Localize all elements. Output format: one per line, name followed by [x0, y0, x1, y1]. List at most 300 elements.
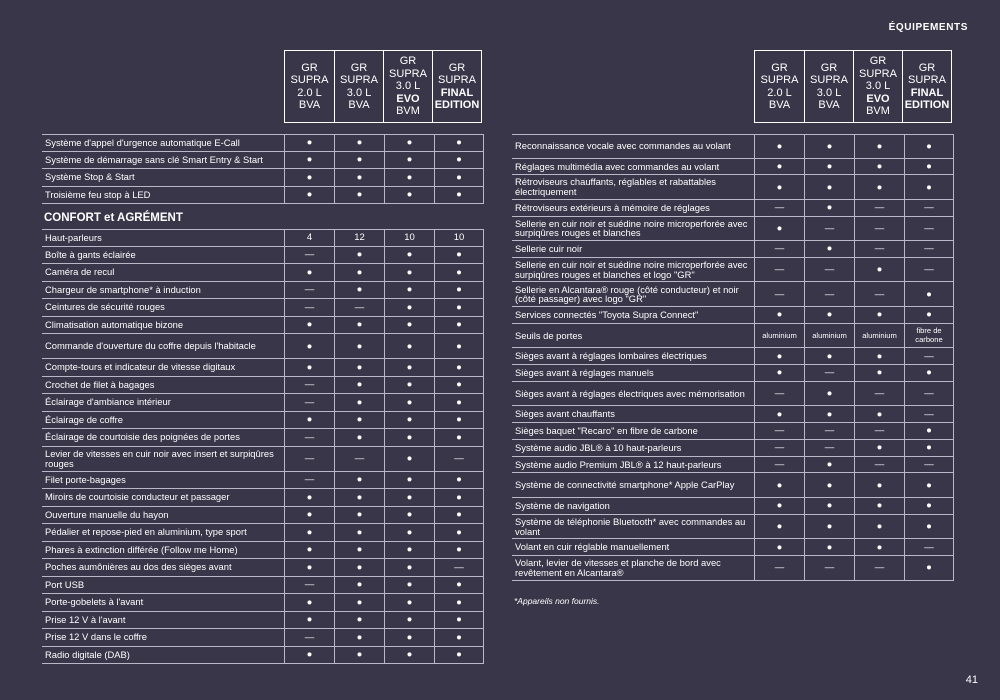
row-value: ● [334, 629, 384, 646]
row-label: Phares à extinction différée (Follow me Home) [45, 543, 238, 555]
row-label: Système de téléphonie Bluetooth* avec commandes au volant [515, 515, 746, 537]
row-value: ● [384, 359, 434, 376]
row-value: ● [334, 169, 384, 186]
row-label: Miroirs de courtoisie conducteur et passager [45, 491, 230, 503]
row-label: Caméra de recul [45, 266, 115, 278]
row-value: ● [754, 539, 804, 555]
row-value: — [754, 241, 804, 257]
table-row [512, 556, 954, 581]
header-line: 3.0 L [395, 80, 421, 93]
row-value: ● [804, 457, 854, 473]
row-value: ● [754, 473, 804, 497]
row-value: — [754, 282, 804, 306]
row-value: 4 [284, 230, 334, 246]
row-value: ● [854, 539, 904, 555]
row-value: ● [854, 307, 904, 323]
row-value: — [284, 429, 334, 446]
row-value: ● [434, 187, 484, 204]
row-value: ● [334, 472, 384, 489]
row-value: — [854, 217, 904, 241]
row-value: ● [384, 377, 434, 394]
row-value: ● [854, 365, 904, 381]
header-column [902, 51, 951, 122]
header-line: SUPRA [908, 74, 946, 87]
row-value: — [804, 440, 854, 456]
row-value: ● [334, 524, 384, 541]
row-label: Ceintures de sécurité rouges [45, 301, 165, 313]
header-line: BVA [818, 98, 840, 111]
row-label: Reconnaissance vocale avec commandes au volant [515, 140, 731, 152]
table-row [512, 515, 954, 540]
table-row [42, 152, 484, 170]
table-row [512, 241, 954, 258]
row-value: ● [334, 542, 384, 559]
header-line: 2.0 L [767, 86, 792, 99]
table-row [42, 229, 484, 247]
row-value: ● [804, 515, 854, 539]
row-value: ● [434, 594, 484, 611]
row-value: ● [804, 241, 854, 257]
row-value: ● [334, 377, 384, 394]
row-value: ● [754, 365, 804, 381]
row-value: ● [284, 559, 334, 576]
row-value: — [804, 365, 854, 381]
header-line: GR [350, 61, 368, 74]
header-line: 3.0 L [346, 86, 372, 99]
row-value: — [334, 447, 384, 471]
row-value: ● [754, 159, 804, 175]
row-value: — [904, 258, 954, 282]
row-value: — [854, 423, 904, 439]
row-value: ● [754, 307, 804, 323]
row-value: ● [854, 440, 904, 456]
row-label: Commande d'ouverture du coffre depuis l'habitacle [45, 340, 256, 352]
row-value: ● [384, 559, 434, 576]
row-value: — [754, 200, 804, 216]
row-label: Volant, levier de vitesses et planche de bord avec revêtement en Alcantara® [515, 557, 721, 578]
row-label: Système d'appel d'urgence automatique E-Call [45, 136, 240, 148]
header-column [804, 51, 853, 122]
row-label: Chargeur de smartphone* à induction [45, 283, 201, 295]
row-value: ● [334, 317, 384, 334]
row-value: ● [804, 498, 854, 514]
row-value: aluminium [804, 324, 854, 348]
row-value: ● [434, 507, 484, 524]
column-header [284, 50, 482, 123]
row-value: aluminium [754, 324, 804, 348]
row-value: — [854, 200, 904, 216]
row-value: — [854, 282, 904, 306]
row-value: ● [804, 159, 854, 175]
table-row [512, 457, 954, 474]
table-row [42, 377, 484, 395]
row-value: ● [334, 282, 384, 299]
table-row [42, 472, 484, 490]
table-row [42, 647, 484, 665]
row-value: — [284, 247, 334, 264]
row-value: ● [384, 299, 434, 316]
row-value: — [904, 348, 954, 364]
table-row [512, 365, 954, 382]
row-label: Sellerie en cuir noir et suédine noire microperforée avec surpiqûres rouges et blanches et logo "GR" [515, 259, 748, 280]
row-value: — [904, 539, 954, 555]
row-label: Éclairage de courtoisie des poignées de portes [45, 431, 240, 443]
table-row [42, 524, 484, 542]
row-value: ● [334, 359, 384, 376]
row-label: Seuils de portes [515, 329, 583, 341]
table-row [42, 247, 484, 265]
row-value: ● [384, 612, 434, 629]
table-row [42, 489, 484, 507]
row-value: ● [754, 406, 804, 422]
row-value: — [284, 282, 334, 299]
row-label: Éclairage de coffre [45, 413, 123, 425]
table-row [42, 447, 484, 472]
row-value: — [434, 559, 484, 576]
header-line: BVA [298, 98, 321, 111]
row-label: Radio digitale (DAB) [45, 648, 130, 660]
header-line: SUPRA [290, 74, 329, 87]
row-label: Système de démarrage sans clé Smart Entry & Start [45, 153, 263, 165]
table-row [42, 299, 484, 317]
row-value: ● [804, 307, 854, 323]
row-value: ● [384, 472, 434, 489]
row-value: ● [334, 264, 384, 281]
row-value: ● [804, 175, 854, 199]
header-line: GR [301, 61, 318, 74]
row-value: — [854, 556, 904, 580]
row-value: ● [804, 348, 854, 364]
row-label: Sièges avant chauffants [515, 408, 615, 420]
row-value: — [754, 556, 804, 580]
header-line: BVM [396, 105, 420, 118]
row-value: ● [284, 594, 334, 611]
table-row [42, 264, 484, 282]
row-value: ● [754, 348, 804, 364]
row-value: ● [904, 135, 954, 158]
table-row [42, 282, 484, 300]
row-value: ● [284, 264, 334, 281]
row-value: ● [284, 334, 334, 358]
row-value: ● [334, 612, 384, 629]
header-line: SUPRA [438, 74, 476, 87]
table-row [42, 412, 484, 430]
table-row [512, 307, 954, 324]
row-value: — [854, 241, 904, 257]
row-label: Sellerie cuir noir [515, 243, 583, 255]
row-label: Sellerie en cuir noir et suédine noire microperforée avec surpiqûres rouges et blanches [515, 217, 748, 239]
header-line: GR [771, 61, 788, 74]
row-value: ● [434, 577, 484, 594]
row-value: ● [284, 135, 334, 151]
row-label: Système de connectivité smartphone* Apple CarPlay [515, 479, 735, 491]
row-value: — [804, 556, 854, 580]
row-value: ● [384, 447, 434, 471]
row-label: Sièges baquet "Recaro" en fibre de carbone [515, 425, 698, 437]
row-value: — [804, 423, 854, 439]
row-value: ● [434, 317, 484, 334]
header-line: BVM [866, 105, 890, 118]
row-value: ● [384, 429, 434, 446]
row-value: ● [904, 159, 954, 175]
row-value: — [904, 406, 954, 422]
row-label: Rétroviseurs extérieurs à mémoire de réglages [515, 201, 710, 213]
row-value: — [284, 629, 334, 646]
row-value: ● [334, 334, 384, 358]
row-label: Port USB [45, 578, 85, 590]
row-label: Système audio JBL® à 10 haut-parleurs [515, 441, 682, 453]
row-value: ● [804, 473, 854, 497]
header-line: SUPRA [810, 74, 848, 87]
header-line: 3.0 L [865, 80, 891, 93]
header-line: EVO [396, 92, 420, 105]
row-value: — [754, 258, 804, 282]
header-column [755, 51, 804, 122]
row-value: ● [384, 629, 434, 646]
row-value: ● [334, 489, 384, 506]
row-value: — [854, 457, 904, 473]
row-value: ● [804, 200, 854, 216]
row-value: ● [434, 135, 484, 151]
row-value: — [754, 423, 804, 439]
row-value: — [904, 200, 954, 216]
row-value: ● [384, 507, 434, 524]
row-value: fibre de carbone [904, 324, 954, 348]
header-line: EDITION [904, 98, 950, 111]
row-value: ● [284, 359, 334, 376]
row-value: aluminium [854, 324, 904, 348]
safety-table [42, 134, 484, 204]
row-value: ● [284, 187, 334, 204]
table-row [42, 187, 484, 205]
header-line: 3.0 L [816, 86, 842, 99]
row-value: — [284, 394, 334, 411]
table-row [42, 429, 484, 447]
row-label: Climatisation automatique bizone [45, 318, 184, 330]
row-value: ● [854, 258, 904, 282]
row-value: ● [384, 542, 434, 559]
row-value: ● [434, 612, 484, 629]
row-value: ● [854, 175, 904, 199]
page-number: 41 [965, 674, 978, 686]
row-value: ● [334, 412, 384, 429]
row-value: — [904, 217, 954, 241]
header-line: GR [399, 55, 417, 68]
table-row [42, 577, 484, 595]
row-value: ● [384, 594, 434, 611]
row-value: — [804, 282, 854, 306]
row-value: — [284, 472, 334, 489]
row-value: ● [384, 135, 434, 151]
header-line: 2.0 L [297, 86, 322, 99]
row-value: ● [434, 282, 484, 299]
row-value: ● [284, 169, 334, 186]
row-value: ● [904, 307, 954, 323]
row-value: — [804, 258, 854, 282]
column-header [754, 50, 952, 123]
header-line: GR [448, 61, 466, 74]
row-value: ● [334, 594, 384, 611]
header-line: FINAL [440, 86, 474, 99]
row-label: Sièges avant à réglages électriques avec mémorisation [515, 387, 745, 399]
row-value: ● [854, 498, 904, 514]
table-row [42, 359, 484, 377]
table-row [512, 440, 954, 457]
comfort-table [42, 229, 484, 664]
row-value: ● [384, 412, 434, 429]
row-value: — [804, 217, 854, 241]
table-row [512, 348, 954, 365]
row-value: ● [384, 264, 434, 281]
table-row [512, 498, 954, 515]
row-value: ● [434, 264, 484, 281]
row-value: ● [284, 489, 334, 506]
row-value: 10 [434, 230, 484, 246]
row-value: — [754, 457, 804, 473]
row-value: ● [334, 394, 384, 411]
row-value: — [854, 382, 904, 406]
header-line: SUPRA [340, 74, 378, 87]
row-value: ● [434, 629, 484, 646]
row-value: ● [804, 135, 854, 158]
row-label: Système de navigation [515, 500, 610, 512]
row-value: ● [334, 135, 384, 151]
row-value: ● [334, 559, 384, 576]
table-row [42, 507, 484, 525]
row-value: ● [384, 152, 434, 169]
row-value: ● [384, 577, 434, 594]
row-value: ● [384, 247, 434, 264]
row-value: ● [854, 159, 904, 175]
row-label: Boîte à gants éclairée [45, 248, 136, 260]
row-label: Sièges avant à réglages lombaires électriques [515, 350, 707, 362]
table-row [42, 629, 484, 647]
table-row [42, 559, 484, 577]
row-value: ● [284, 542, 334, 559]
row-value: — [904, 382, 954, 406]
table-row [512, 423, 954, 440]
table-row [512, 200, 954, 217]
table-row [42, 317, 484, 335]
row-value: ● [754, 217, 804, 241]
row-value: ● [334, 152, 384, 169]
table-row [512, 324, 954, 349]
row-value: 10 [384, 230, 434, 246]
row-value: ● [754, 175, 804, 199]
row-label: Compte-tours et indicateur de vitesse digitaux [45, 361, 236, 373]
row-label: Services connectés "Toyota Supra Connect" [515, 308, 699, 320]
table-row [42, 612, 484, 630]
row-value: — [904, 241, 954, 257]
row-value: ● [434, 489, 484, 506]
row-value: ● [434, 412, 484, 429]
row-value: ● [334, 647, 384, 664]
row-value: ● [854, 348, 904, 364]
header-column [432, 51, 481, 122]
row-value: ● [384, 394, 434, 411]
row-label: Pédalier et repose-pied en aluminium, type sport [45, 526, 247, 538]
table-row [512, 175, 954, 200]
row-value: — [904, 457, 954, 473]
header-line: BVA [768, 98, 791, 111]
header-line: GR [918, 61, 936, 74]
row-value: — [284, 299, 334, 316]
row-label: Sellerie en Alcantara® rouge (côté conducteur) et noir (côté passager) avec logo "GR" [515, 283, 739, 305]
row-value: ● [384, 317, 434, 334]
row-value: ● [434, 394, 484, 411]
row-value: ● [854, 473, 904, 497]
row-label: Prise 12 V à l'avant [45, 613, 126, 625]
row-label: Éclairage d'ambiance intérieur [45, 396, 171, 408]
row-value: ● [434, 542, 484, 559]
header-line: SUPRA [859, 67, 897, 80]
row-value: ● [854, 515, 904, 539]
row-value: — [284, 447, 334, 471]
row-value: ● [284, 507, 334, 524]
row-value: ● [284, 524, 334, 541]
row-value: ● [904, 473, 954, 497]
row-value: ● [804, 539, 854, 555]
section-label: ÉQUIPEMENTS [888, 22, 968, 33]
row-value: ● [434, 299, 484, 316]
row-value: ● [284, 152, 334, 169]
header-line: EDITION [434, 98, 480, 111]
table-row [512, 539, 954, 556]
header-column [334, 51, 383, 122]
row-value: ● [384, 489, 434, 506]
row-label: Système Stop & Start [45, 171, 135, 183]
row-label: Filet porte-bagages [45, 473, 126, 485]
table-row [42, 594, 484, 612]
row-value: ● [334, 429, 384, 446]
header-line: EVO [866, 92, 890, 105]
row-value: ● [384, 647, 434, 664]
row-label: Prise 12 V dans le coffre [45, 631, 147, 643]
row-value: ● [334, 577, 384, 594]
table-row [42, 134, 484, 152]
row-value: ● [854, 135, 904, 158]
row-label: Sièges avant à réglages manuels [515, 367, 654, 379]
table-row [42, 542, 484, 560]
header-column [285, 51, 334, 122]
row-value: ● [384, 282, 434, 299]
header-line: SUPRA [389, 67, 427, 80]
row-label: Haut-parleurs [45, 231, 102, 243]
row-value: ● [334, 187, 384, 204]
row-value: ● [754, 498, 804, 514]
row-value: ● [434, 169, 484, 186]
row-value: ● [754, 515, 804, 539]
row-value: ● [284, 412, 334, 429]
table-row [512, 406, 954, 423]
row-value: ● [434, 377, 484, 394]
table-row [512, 159, 954, 176]
footnote: *Appareils non fournis. [514, 596, 600, 606]
row-value: — [334, 299, 384, 316]
row-value: ● [904, 282, 954, 306]
row-value: ● [904, 515, 954, 539]
table-row [42, 169, 484, 187]
table-row [512, 217, 954, 242]
row-value: ● [434, 429, 484, 446]
row-value: ● [904, 498, 954, 514]
table-row [512, 258, 954, 283]
row-value: ● [434, 647, 484, 664]
row-label: Porte-gobelets à l'avant [45, 596, 144, 608]
row-value: ● [384, 187, 434, 204]
row-value: ● [804, 406, 854, 422]
row-value: ● [434, 524, 484, 541]
